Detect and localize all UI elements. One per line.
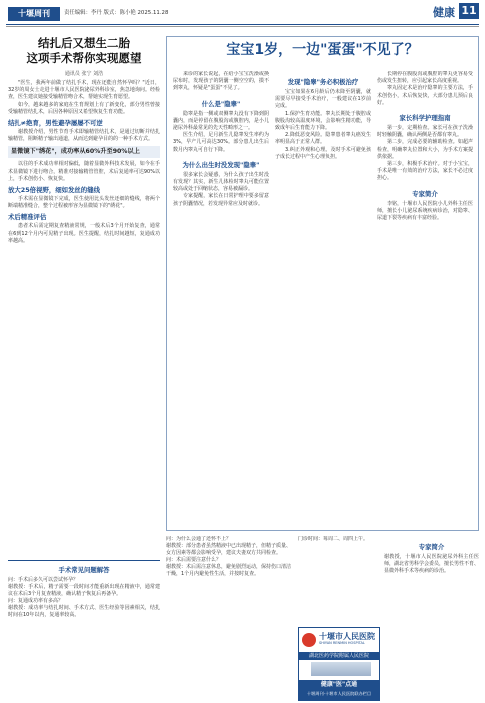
paragraph: 医生介绍，足月新生儿隐睾发生率约为3%，早产儿可高达30%。部分患儿出生后数月内睾丸可自行下降。 (173, 132, 269, 153)
column-note: 十堰周刊·十堰市人民医院联办栏目 (306, 691, 372, 696)
paragraph: 长期停在腹股沟或腹腔的睾丸更容易受伤或发生扭转，应引起家长高度重视。 (377, 71, 473, 85)
paragraph: 第三步，积极手术治疗。对于小宝宝，手术是唯一有效的治疗方法，家长不必过度担心。 (377, 161, 473, 182)
article-authors: 通讯员 张宁 刘浩 (64, 71, 104, 77)
column-1 (173, 71, 269, 526)
paragraph: 宝宝如果在6月龄后仍未降至阴囊，就需要尽早接受手术治疗，一般建议在1岁前完成。 (275, 89, 371, 110)
paragraph: 以往的手术成功率相对偏低，随着显微外科技术发展，如今在手术显微镜下进行吻合，精准对接输精管管腔，术后复通率可达90%以上，手术创伤小、恢复快。 (8, 161, 160, 182)
editor-credits: 责任编辑：李丹 版式：陈小艳 2025.11.28 (64, 10, 169, 16)
answer: 谢教授：术后需注意休息，避免剧烈运动，保持伤口清洁干燥，1个月内避免性生活，并按时复查。 (166, 564, 291, 577)
question: 问：复通成功率有多高？ (8, 598, 64, 604)
subheading: 为什么出生时没发现"隐睾" (182, 160, 260, 169)
paragraph: 来诊的家长说起，在给小宝宝洗澡或换尿布时，发现孩子的阴囊一侧空空的，摸不到睾丸，怀疑是"蛋蛋"不见了。 (173, 71, 269, 92)
answer: 谢教授：成功率与结扎时间、手术方式、医生经验等因素相关，结扎时间在10年以内，复通率较高。 (8, 605, 160, 618)
subheading: 发现"隐睾"务必积极治疗 (287, 78, 359, 86)
article-headline-line1: 结扎后又想生二胎 (38, 36, 130, 50)
header-rule-thin (6, 26, 479, 27)
question: 问：手术后多久可以尝试怀孕？ (8, 577, 79, 583)
subheading: 专家简介 (412, 189, 438, 198)
expert-title: 专家简介 (418, 543, 445, 551)
paragraph: 隐睾是指一侧或双侧睾丸没有下降到阴囊内，而是停留在腹股沟或腹腔内，是小儿泌尿外科最常见的先天性畸形之一。 (173, 110, 269, 132)
subheading: 术后精准评估 (8, 213, 47, 222)
question: 问：为什么会通了还怀不上？ (166, 536, 232, 542)
paragraph: 睾丸固定术是治疗隐睾的主要方法，手术创伤小，术后恢复快，大部分患儿预后良好。 (377, 85, 473, 106)
paragraph: 专家提醒，家长在日常护理中要多留意孩子阴囊情况，若发现异常应及时就诊。 (173, 193, 269, 207)
paragraph: 很多家长会疑惑，为什么孩子出生时没有发现？其实，新生儿体检时睾丸可能位置较高或处于回缩状态，容易被漏诊。 (173, 171, 269, 193)
subheading: 放大25倍视野，细如发丝的缝线 (8, 186, 100, 195)
paragraph: 2.降低恶变风险。隐睾患者睾丸癌发生率明显高于正常人群。 (275, 132, 371, 146)
paragraph: 手术需在显微镜下完成，医生使用比头发丝还细的缝线，将两个断端精准缝合，整个过程被形容为显微镜下的"绣花"。 (8, 196, 160, 210)
paragraph: 第一步，定期检查。家长可在孩子洗澡时轻触阴囊，确认两侧是否都有睾丸。 (377, 125, 473, 139)
paragraph: 谢教授介绍，男性节育手术即输精管结扎术，是通过切断并结扎输精管，阻断精子输出通道，从而达到避孕目的的一种手术方式。 (8, 129, 160, 143)
section-title: 健康 (433, 6, 455, 19)
hospital-english-name: SHIYAN RENMIN HOSPITAL (319, 641, 365, 645)
page-header (0, 0, 485, 30)
column-name: 健康"医"点通 (320, 681, 358, 688)
qa-section (8, 560, 160, 697)
hospital-name: 十堰市人民医院 (319, 632, 375, 641)
qa-title: 手术常见问题解答 (58, 566, 110, 574)
article-headline-line2: 这项手术帮你实现愿望 (26, 51, 142, 65)
page-number: 11 (459, 3, 479, 19)
hospital-building-image (311, 662, 371, 676)
hospital-logo-icon (302, 633, 316, 647)
article-vasectomy-reversal (8, 36, 160, 556)
newspaper-logo: 十堰周刊 (8, 7, 60, 21)
paragraph: 如今，越来越多的家庭在生育规划上有了新变化，部分男性曾接受输精管结扎术，后因各种原因又希望恢复生育功能。 (8, 101, 160, 115)
hospital-affiliation: 湖北医药学院附属人民医院 (299, 652, 379, 660)
article-cryptorchidism (166, 36, 479, 531)
qa-continued (166, 536, 291, 701)
column-banner (299, 680, 379, 700)
column-2 (275, 71, 371, 526)
paragraph: "医生，我两年前做了结扎手术，现在还能自然怀孕吗？"近日，32岁的周女士走进十堰市人民医院泌尿外科诊室，焦急地询问。经检查，医生建议她接受输精管吻合术，帮她实现生育愿望。 (8, 80, 160, 101)
expert-bio: 谢教授，十堰市人民医院泌尿外科主任医师，湖北省男科学会委员，擅长男性不育、显微外科手术等疾病的诊治。 (384, 554, 479, 574)
header-rule (6, 24, 479, 25)
answer: 谢教授：部分患者虽然精液中已出现精子，但精子质量、女方因素等都会影响受孕，建议夫妻双方共同检查。 (166, 543, 291, 556)
paragraph: 门诊时间：每周二、周四上午。 (298, 536, 369, 542)
subheading: 结扎≠绝育，男性避孕屡屡不可逆 (8, 119, 103, 128)
paragraph: 3.纠正外观和心理。及时手术可避免孩子成长过程中产生心理负担。 (275, 146, 371, 160)
answer: 谢教授：手术后，精子需要一段时间才能重新出现在精液中，通常建议在术后3个月复查精液，确认精子恢复后再备孕。 (8, 584, 160, 597)
paragraph: 李铭，十堰市人民医院小儿外科主任医师，擅长小儿泌尿系统疾病诊治，对隐睾、尿道下裂等疾病有丰富经验。 (377, 200, 473, 222)
subheading: 家长科学护理指南 (399, 114, 451, 123)
article-headline: 宝宝1岁，一边"蛋蛋"不见了？ (226, 42, 419, 58)
subheading: 什么是"隐睾" (201, 99, 241, 108)
expert-intro (384, 536, 479, 701)
paragraph: 1.保护生育功能。睾丸长期处于腹腔或腹股沟较高温度环境，会影响生精功能，导致成年后生育能力下降。 (275, 110, 371, 132)
paragraph: 第二步，完成必要的辅助检查。如超声检查，明确睾丸位置和大小，为手术方案提供依据。 (377, 139, 473, 160)
question: 问：术后需要注意什么？ (166, 557, 222, 563)
column-3 (377, 71, 473, 526)
hospital-advertisement (298, 627, 380, 701)
paragraph: 患者术后需定期复查精液常规，一般术后3个月开始复查，通常在6到12个月内可见精子出现。医生提醒，结扎时间越短，复通成功率越高。 (8, 223, 160, 244)
highlight-subheading: 显微镜下"绣花"，成功率从60%升至90%以上 (8, 146, 160, 158)
